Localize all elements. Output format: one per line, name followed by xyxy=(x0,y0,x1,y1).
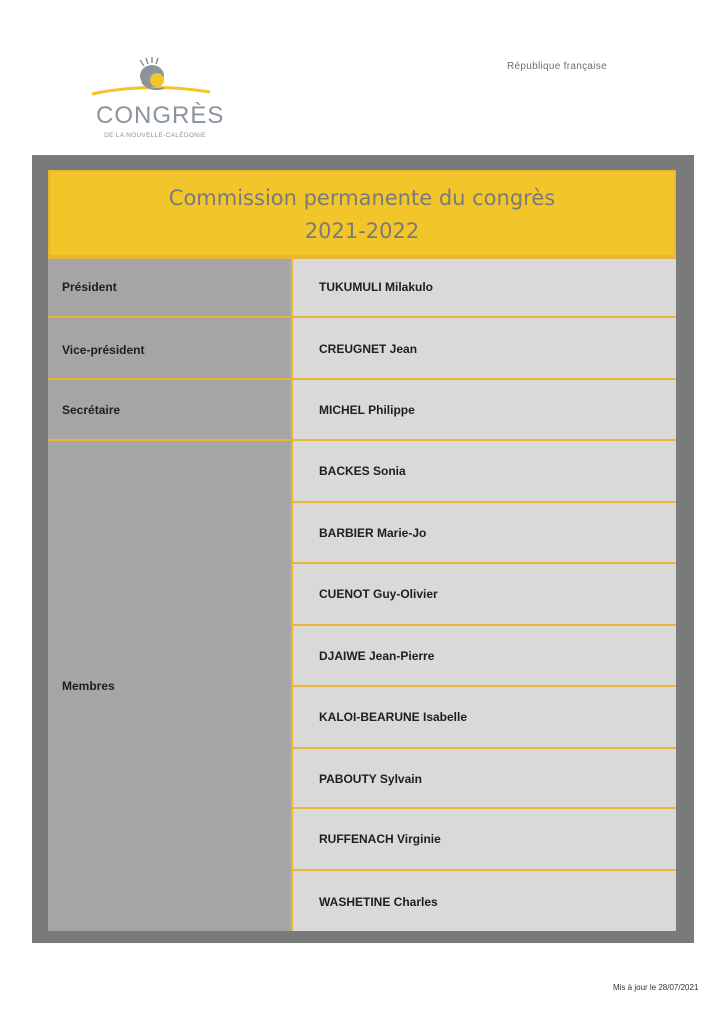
update-date: Mis à jour le 28/07/2021 xyxy=(613,983,699,992)
member-name: CUENOT Guy-Olivier xyxy=(319,587,438,601)
person-name: MICHEL Philippe xyxy=(319,403,415,417)
role-membres xyxy=(48,439,291,931)
title-line-1: Commission permanente du congrès xyxy=(168,186,556,210)
logo-subtitle: DE LA NOUVELLE-CALÉDONIE xyxy=(104,132,206,139)
member-row xyxy=(293,439,676,501)
person-name: TUKUMULI Milakulo xyxy=(319,280,433,294)
member-row xyxy=(293,624,676,685)
table-row xyxy=(293,257,676,316)
republique-francaise-label: République française xyxy=(507,61,607,72)
member-name: DJAIWE Jean-Pierre xyxy=(319,649,435,663)
table-row xyxy=(293,378,676,439)
role-label: Président xyxy=(62,280,117,294)
role-president xyxy=(48,257,291,316)
member-name: BARBIER Marie-Jo xyxy=(319,526,427,540)
congres-logo xyxy=(88,56,225,146)
table-title xyxy=(48,170,676,257)
member-row xyxy=(293,869,676,931)
member-name: WASHETINE Charles xyxy=(319,895,438,909)
member-row xyxy=(293,747,676,807)
logo-name: CONGRÈS xyxy=(96,102,225,129)
role-vice-president xyxy=(48,316,291,378)
person-name: CREUGNET Jean xyxy=(319,342,418,356)
member-row xyxy=(293,501,676,562)
member-row xyxy=(293,685,676,747)
member-row xyxy=(293,562,676,624)
member-name: RUFFENACH Virginie xyxy=(319,832,441,846)
table-row xyxy=(293,316,676,378)
member-row xyxy=(293,807,676,869)
member-name: PABOUTY Sylvain xyxy=(319,772,422,786)
title-line-2: 2021-2022 xyxy=(304,219,420,243)
role-label: Membres xyxy=(62,679,115,693)
role-label: Secrétaire xyxy=(62,403,121,417)
role-label: Vice-président xyxy=(62,343,145,357)
member-name: KALOI-BEARUNE Isabelle xyxy=(319,710,468,724)
shell-icon xyxy=(88,56,218,106)
member-name: BACKES Sonia xyxy=(319,464,406,478)
role-secretaire xyxy=(48,378,291,439)
